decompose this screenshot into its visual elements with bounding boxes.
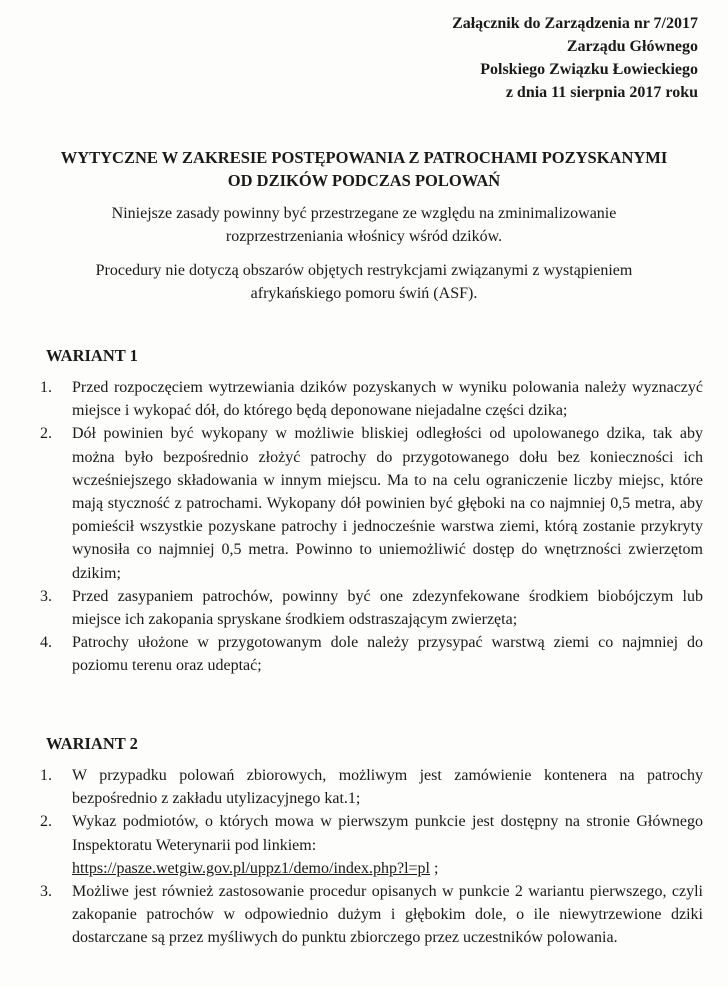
intro-line: Niniejsze zasady powinny być przestrzegane ze względu na zminimalizowanie <box>111 205 617 222</box>
list-item <box>40 585 703 631</box>
item-number: 2. <box>40 813 52 831</box>
intro-line: Procedury nie dotyczą obszarów objętych restrykcjami związanymi z wystąpieniem <box>95 262 633 279</box>
list-item <box>40 764 703 810</box>
intro-paragraph-2 <box>0 259 728 305</box>
item-text: Wykaz podmiotów, o których mowa w pierwszym punkcie jest dostępny na stronie Głównego Inspektoratu Weterynarii pod linkiem: <box>72 813 703 854</box>
list-item <box>40 880 703 950</box>
item-text: Patrochy ułożone w przygotowanym dole należy przysypać warstwą ziemi co najmniej do poziomu terenu oraz udeptać; <box>72 634 703 675</box>
variant-2-list <box>40 764 703 950</box>
item-number: 1. <box>40 767 52 784</box>
document-header <box>452 12 698 104</box>
variant-1-list <box>40 376 703 678</box>
giw-link[interactable]: https://pasze.wetgiw.gov.pl/uppz1/demo/index.php?l=pl <box>72 859 430 877</box>
item-text: Dół powinien być wykopany w możliwie bliskiej odległości od upolowanego dzika, tak aby można było bezpośrednio złożyć patrochy do przygotowanego dołu bez konieczności ich wcześniejszego składowania w innym miejscu. Ma to na celu ograniczenie liczby miejsc, które mają styczność z patrochami. Wykopany dół powinien być głęboki na co najmniej 0,5 metra, aby pomieścił wszystkie pozyskane patrochy i jednocześnie warstwa ziemi, którą zostanie przykryty wynosiła co najmniej 0,5 metra. Powinno to uniemożliwić dostęp do wnętrzności zwierzętom dzikim; <box>72 425 703 582</box>
header-line: Polskiego Związku Łowieckiego <box>480 61 698 78</box>
item-text: Możliwe jest również zastosowanie procedur opisanych w punkcie 2 wariantu pierwszego, czyli zakopanie patrochów w odpowiednio dużym i głębokim dole, o ile niewytrzewione dziki dostarczane są przez myśliwych do punktu zbiorczego przez uczestników polowania. <box>72 883 703 947</box>
item-text: W przypadku polowań zbiorowych, możliwym jest zamówienie kontenera na patrochy bezpośrednio z zakładu utylizacyjnego kat.1; <box>72 767 703 808</box>
item-text: Przed zasypaniem patrochów, powinny być one zdezynfekowane środkiem biobójczym lub miejsce ich zakopania spryskane środkiem odstraszającym zwierzęta; <box>72 587 703 629</box>
intro-line: afrykańskiego pomoru świń (ASF). <box>250 285 478 302</box>
list-item <box>40 631 703 677</box>
title-line: WYTYCZNE W ZAKRESIE POSTĘPOWANIA Z PATROCHAMI POZYSKANYMI <box>60 148 668 167</box>
header-line: z dnia 11 sierpnia 2017 roku <box>505 84 698 101</box>
item-number: 2. <box>40 425 52 443</box>
item-number: 3. <box>40 883 52 901</box>
variant-1-heading: WARIANT 1 <box>46 346 138 365</box>
item-number: 4. <box>40 634 52 652</box>
variant-2-heading: WARIANT 2 <box>46 734 138 753</box>
item-text: Przed rozpoczęciem wytrzewiania dzików pozyskanych w wyniku polowania należy wyznaczyć miejsce i wykopać dół, do którego będą deponowane niejadalne części dzika; <box>72 379 703 420</box>
document-title <box>0 146 728 192</box>
item-number: 3. <box>40 587 52 605</box>
title-line: OD DZIKÓW PODCZAS POLOWAŃ <box>227 171 501 190</box>
item-suffix: ; <box>430 859 439 877</box>
intro-paragraph-1 <box>0 202 728 248</box>
header-line: Zarządu Głównego <box>566 38 698 55</box>
list-item <box>40 376 703 422</box>
list-item <box>40 810 703 880</box>
list-item <box>40 422 703 584</box>
item-number: 1. <box>40 379 52 396</box>
header-line: Załącznik do Zarządzenia nr 7/2017 <box>452 15 698 32</box>
intro-line: rozprzestrzeniania włośnicy wśród dzików. <box>225 228 503 245</box>
